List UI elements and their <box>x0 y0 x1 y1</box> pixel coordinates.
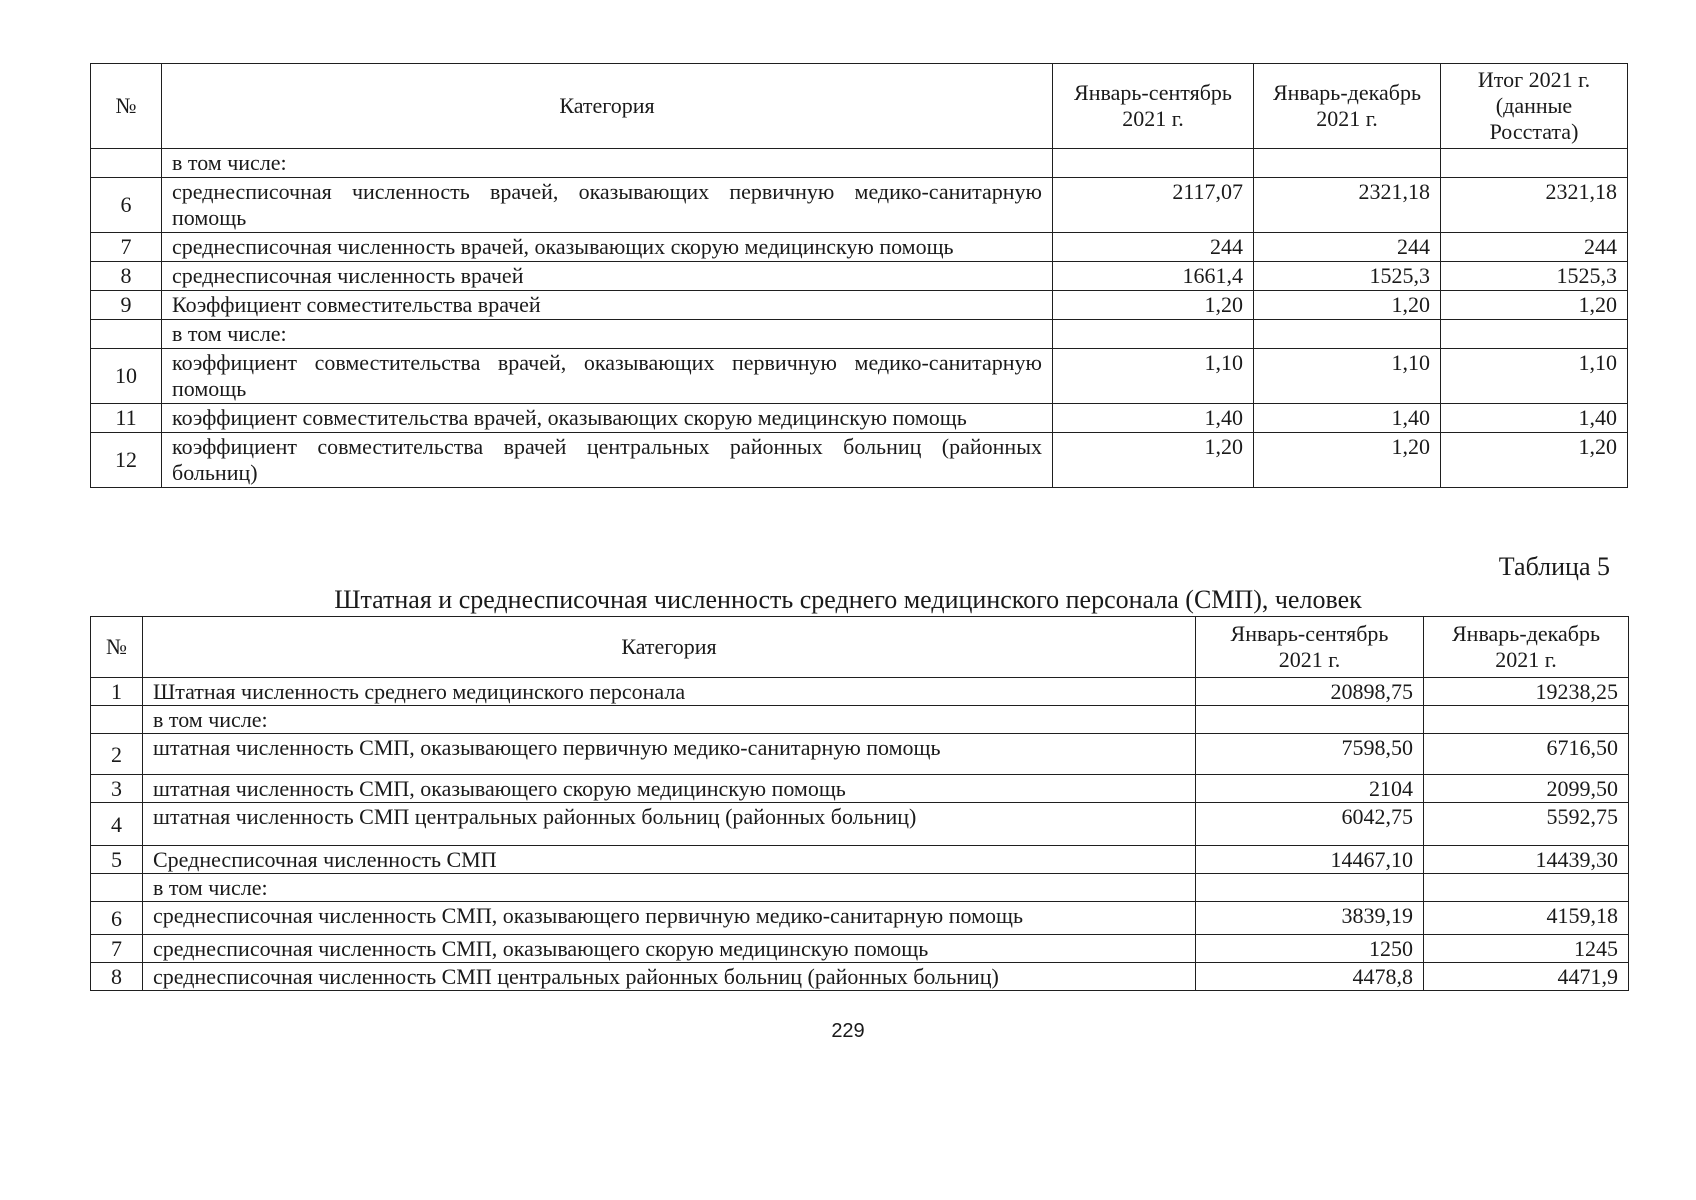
row-value: 244 <box>1441 233 1628 262</box>
row-num: 12 <box>91 433 162 488</box>
row-num: 7 <box>91 935 143 963</box>
row-num: 8 <box>91 262 162 291</box>
row-value <box>1424 706 1629 734</box>
row-value: 1,20 <box>1254 433 1441 488</box>
row-category: среднесписочная численность СМП, оказывающего скорую медицинскую помощь <box>143 935 1196 963</box>
table-title: Штатная и среднесписочная численность среднего медицинского персонала (СМП), человек <box>334 585 1362 614</box>
row-value: 3839,19 <box>1196 902 1424 935</box>
row-value: 1245 <box>1424 935 1629 963</box>
row-num: 5 <box>91 846 143 874</box>
row-num: 8 <box>91 963 143 991</box>
row-value: 4471,9 <box>1424 963 1629 991</box>
row-category: штатная численность СМП, оказывающего скорую медицинскую помощь <box>143 775 1196 803</box>
row-category: в том числе: <box>143 706 1196 734</box>
row-value: 7598,50 <box>1196 734 1424 775</box>
header-category: Категория <box>162 64 1053 149</box>
row-num: 2 <box>91 734 143 775</box>
row-category: коэффициент совместительства врачей, оказывающих первичную медико-санитарную помощь <box>162 349 1053 404</box>
nursing-staff-table <box>90 616 1629 991</box>
row-value: 2099,50 <box>1424 775 1629 803</box>
table-row <box>91 262 1628 291</box>
table-number-label: Таблица 5 <box>1498 552 1610 581</box>
page-number: 229 <box>831 1020 865 1042</box>
row-value: 244 <box>1254 233 1441 262</box>
row-value: 1,40 <box>1254 404 1441 433</box>
row-num <box>91 149 162 178</box>
row-value <box>1196 874 1424 902</box>
row-value: 19238,25 <box>1424 678 1629 706</box>
table-row <box>91 874 1629 902</box>
row-value <box>1254 320 1441 349</box>
table-header-row <box>91 64 1628 149</box>
row-category: коэффициент совместительства врачей центральных районных больниц (районных больниц) <box>162 433 1053 488</box>
row-value: 1,10 <box>1053 349 1254 404</box>
row-value: 6716,50 <box>1424 734 1629 775</box>
row-value: 1661,4 <box>1053 262 1254 291</box>
row-value: 1,20 <box>1053 433 1254 488</box>
doctors-table <box>90 63 1628 488</box>
row-category: среднесписочная численность врачей <box>162 262 1053 291</box>
row-value: 244 <box>1053 233 1254 262</box>
row-value <box>1441 320 1628 349</box>
row-num: 10 <box>91 349 162 404</box>
row-category: в том числе: <box>143 874 1196 902</box>
row-value: 1525,3 <box>1441 262 1628 291</box>
header-jan-sep: Январь-сентябрь 2021 г. <box>1053 64 1254 149</box>
header-num: № <box>91 617 143 678</box>
row-value: 1,20 <box>1254 291 1441 320</box>
table-row <box>91 803 1629 846</box>
row-value: 1,10 <box>1254 349 1441 404</box>
table-row <box>91 433 1628 488</box>
row-category: среднесписочная численность СМП, оказывающего первичную медико-санитарную помощь <box>143 902 1196 935</box>
row-value: 14467,10 <box>1196 846 1424 874</box>
row-category: штатная численность СМП центральных районных больниц (районных больниц) <box>143 803 1196 846</box>
table-row <box>91 902 1629 935</box>
table-row <box>91 320 1628 349</box>
row-num: 1 <box>91 678 143 706</box>
row-category: в том числе: <box>162 149 1053 178</box>
row-num: 6 <box>91 902 143 935</box>
row-value: 2104 <box>1196 775 1424 803</box>
row-num: 11 <box>91 404 162 433</box>
row-category: Среднесписочная численность СМП <box>143 846 1196 874</box>
header-jan-sep: Январь-сентябрь 2021 г. <box>1196 617 1424 678</box>
table-row <box>91 178 1628 233</box>
row-value: 1,40 <box>1441 404 1628 433</box>
table-row <box>91 963 1629 991</box>
row-value: 1525,3 <box>1254 262 1441 291</box>
table-row <box>91 404 1628 433</box>
table-header-row <box>91 617 1629 678</box>
row-value: 1,20 <box>1441 291 1628 320</box>
row-value <box>1053 149 1254 178</box>
row-num <box>91 320 162 349</box>
row-category: среднесписочная численность врачей, оказывающих первичную медико-санитарную помощь <box>162 178 1053 233</box>
table-row <box>91 706 1629 734</box>
row-category: Штатная численность среднего медицинского персонала <box>143 678 1196 706</box>
row-num <box>91 874 143 902</box>
row-value: 6042,75 <box>1196 803 1424 846</box>
row-value <box>1441 149 1628 178</box>
row-num: 9 <box>91 291 162 320</box>
row-value: 14439,30 <box>1424 846 1629 874</box>
row-category: коэффициент совместительства врачей, оказывающих скорую медицинскую помощь <box>162 404 1053 433</box>
table-row <box>91 846 1629 874</box>
header-category: Категория <box>143 617 1196 678</box>
row-value: 2321,18 <box>1441 178 1628 233</box>
row-value: 1,10 <box>1441 349 1628 404</box>
row-value: 2321,18 <box>1254 178 1441 233</box>
table-row <box>91 291 1628 320</box>
row-num: 3 <box>91 775 143 803</box>
table-row <box>91 149 1628 178</box>
table-row <box>91 349 1628 404</box>
row-value: 1,20 <box>1053 291 1254 320</box>
row-value: 4478,8 <box>1196 963 1424 991</box>
row-value: 4159,18 <box>1424 902 1629 935</box>
table-row <box>91 233 1628 262</box>
row-category: среднесписочная численность врачей, оказывающих скорую медицинскую помощь <box>162 233 1053 262</box>
row-category: Коэффициент совместительства врачей <box>162 291 1053 320</box>
table-row <box>91 678 1629 706</box>
table-row <box>91 935 1629 963</box>
row-value <box>1196 706 1424 734</box>
row-value <box>1424 874 1629 902</box>
row-value: 1,40 <box>1053 404 1254 433</box>
table-row <box>91 775 1629 803</box>
row-value <box>1254 149 1441 178</box>
row-category: в том числе: <box>162 320 1053 349</box>
header-jan-dec: Январь-декабрь 2021 г. <box>1424 617 1629 678</box>
row-num <box>91 706 143 734</box>
row-num: 4 <box>91 803 143 846</box>
header-num: № <box>91 64 162 149</box>
row-value: 5592,75 <box>1424 803 1629 846</box>
header-total-rosstat: Итог 2021 г. (данные Росстата) <box>1441 64 1628 149</box>
header-jan-dec: Январь-декабрь 2021 г. <box>1254 64 1441 149</box>
row-value: 1,20 <box>1441 433 1628 488</box>
row-num: 6 <box>91 178 162 233</box>
row-value: 2117,07 <box>1053 178 1254 233</box>
row-num: 7 <box>91 233 162 262</box>
row-value: 20898,75 <box>1196 678 1424 706</box>
row-value: 1250 <box>1196 935 1424 963</box>
row-value <box>1053 320 1254 349</box>
row-category: среднесписочная численность СМП центральных районных больниц (районных больниц) <box>143 963 1196 991</box>
table-row <box>91 734 1629 775</box>
row-category: штатная численность СМП, оказывающего первичную медико-санитарную помощь <box>143 734 1196 775</box>
